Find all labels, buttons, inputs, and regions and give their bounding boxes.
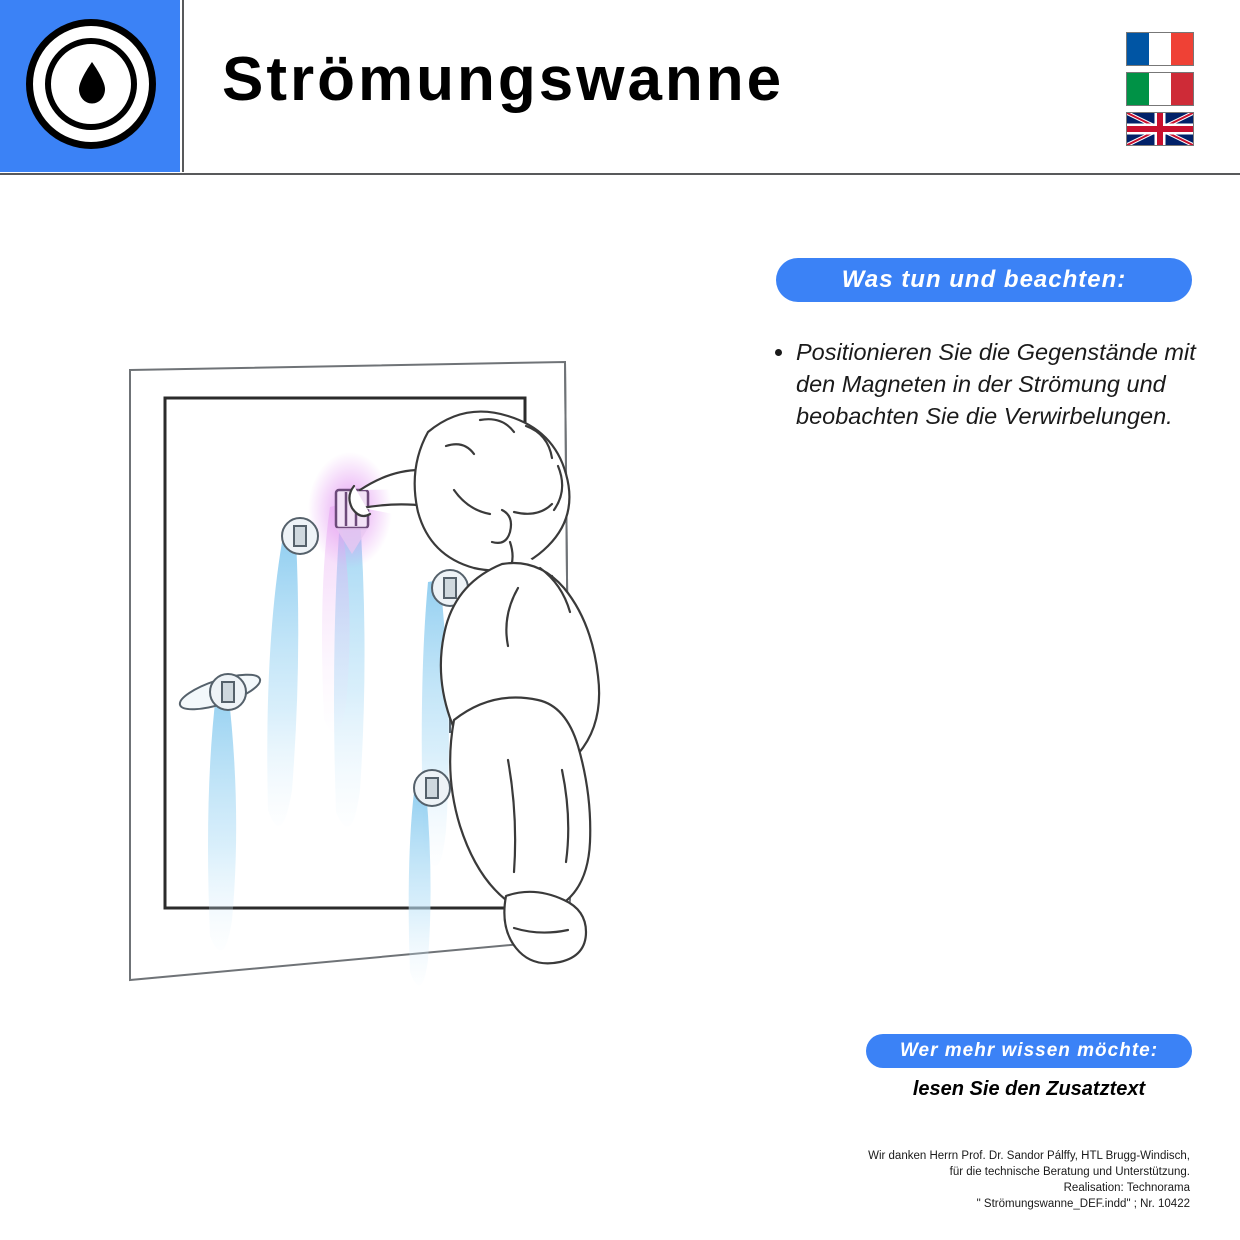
page-title: Strömungswanne [222, 45, 785, 114]
more-info-text: lesen Sie den Zusatztext [912, 1078, 1146, 1100]
instructions-list [766, 336, 1196, 432]
more-info-heading-badge [866, 1034, 1192, 1068]
flag-france-icon[interactable] [1126, 32, 1194, 66]
instructions-heading-label: Was tun und beachten: [841, 266, 1127, 293]
header-divider [0, 173, 1240, 175]
drop-glyph-icon [77, 62, 107, 104]
page-header [0, 0, 1240, 174]
flow-tank-illustration [110, 340, 730, 1030]
water-drop-icon [26, 19, 156, 149]
credits-line-4: " Strömungswanne_DEF.indd" ; Nr. 10422 [976, 1198, 1190, 1210]
credits-line-1: Wir danken Herrn Prof. Dr. Sandor Pálffy, HTL Brugg-Windisch, [868, 1150, 1190, 1162]
credits-line-3: Realisation: Technorama [1063, 1182, 1190, 1194]
list-item: • Positionieren Sie die Gegenstände mit den Magneten in der Strömung und beobachten Sie die Verwirbelungen. [796, 336, 1196, 432]
more-info-heading-label: Wer mehr wissen möchte: [899, 1040, 1159, 1061]
credits-block [770, 1148, 1190, 1212]
logo-block [0, 0, 180, 172]
title-area [182, 0, 1240, 172]
flag-united-kingdom-icon[interactable] [1126, 112, 1194, 146]
language-flags [1126, 32, 1194, 152]
flag-italy-icon[interactable] [1126, 72, 1194, 106]
instructions-heading-badge [776, 258, 1192, 302]
credits-line-2: für die technische Beratung und Unterstützung. [949, 1166, 1190, 1178]
